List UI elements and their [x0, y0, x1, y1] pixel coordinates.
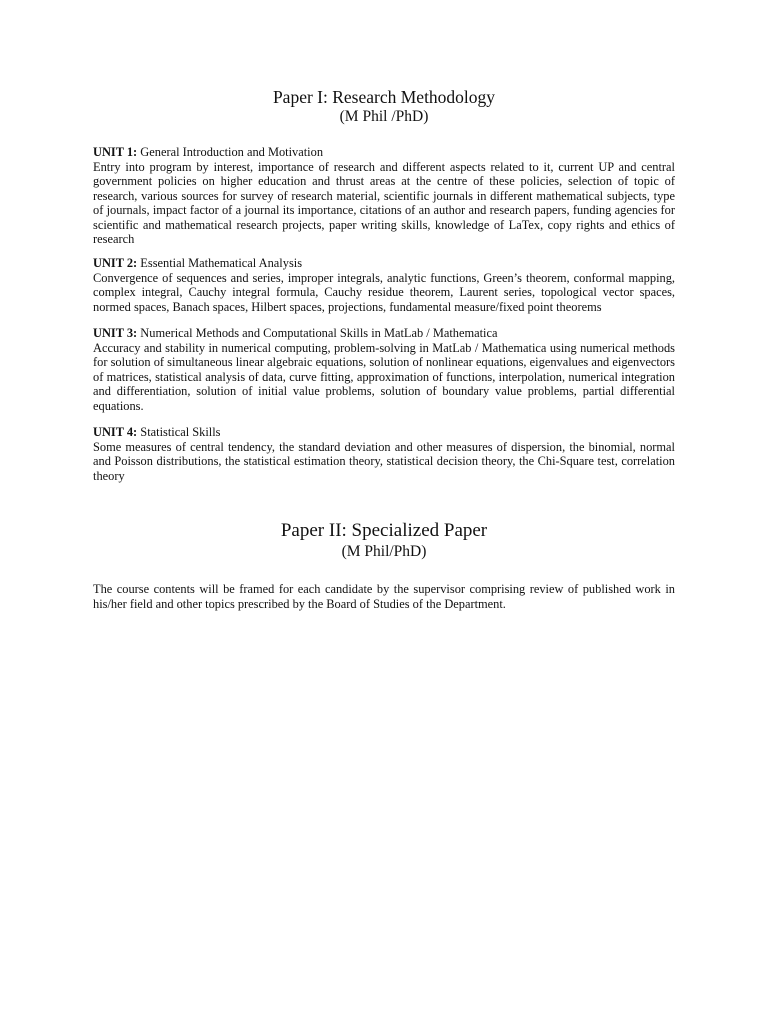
- unit-2-title: Essential Mathematical Analysis: [140, 256, 303, 270]
- unit-3-heading: [93, 326, 675, 341]
- paper2-section: [93, 582, 675, 611]
- unit-3-body: Accuracy and stability in numerical computing, problem-solving in MatLab / Mathematica using numerical methods for solution of simultaneous linear algebraic equations, solution of nonlinear equations, eigenvalues and eigenvectors of matrices, statistical analysis of data, curve fitting, approximation of functions, interpolation, numerical integration and differentiation, solution of initial value problems, solution of boundary value problems, partial differential equations.: [93, 340, 675, 413]
- unit-4-section: [93, 425, 675, 483]
- unit-3-section: [93, 326, 675, 413]
- unit-1-body: Entry into program by interest, importance of research and different aspects related to it, current UP and central government policies on higher education and thrust areas at the centre of these policies, selection of topic of research, various sources for survey of research material, scientific journals in different mathematical subjects, type of journals, impact factor of a journal its importance, citations of an author and research papers, funding agencies for scientific and mathematical research projects, paper writing skills, knowledge of LaTex, copy rights and ethics of research: [93, 159, 675, 246]
- paper2-title: Paper II: Specialized Paper: [280, 520, 488, 541]
- unit-2-heading: [93, 256, 675, 271]
- paper1-title: Paper I: Research Methodology: [272, 87, 496, 107]
- unit-3-label: UNIT 3:: [93, 326, 138, 340]
- unit-4-heading: [93, 425, 675, 440]
- unit-4-body: Some measures of central tendency, the standard deviation and other measures of dispersion, the binomial, normal and Poisson distributions, the statistical estimation theory, statistical decision theory, the Chi-Square test, correlation theory: [93, 439, 675, 483]
- unit-1-heading: [93, 145, 675, 160]
- unit-1-title: General Introduction and Motivation: [140, 145, 324, 159]
- paper2-body: The course contents will be framed for each candidate by the supervisor comprising review of published work in his/her field and other topics prescribed by the Board of Studies of the Department.: [93, 582, 675, 611]
- unit-2-label: UNIT 2:: [93, 256, 138, 270]
- unit-2-body: Convergence of sequences and series, improper integrals, analytic functions, Green’s theorem, conformal mapping, complex integral, Cauchy integral formula, Cauchy residue theorem, Laurent series, topological vector spaces, normed spaces, Banach spaces, Hilbert spaces, projections, fundamental measure/fixed point theorems: [93, 270, 675, 314]
- unit-1-label: UNIT 1:: [93, 145, 138, 159]
- unit-3-title: Numerical Methods and Computational Skills in MatLab / Mathematica: [140, 326, 498, 340]
- paper2-subtitle: (M Phil/PhD): [341, 543, 427, 560]
- unit-4-label: UNIT 4:: [93, 425, 138, 439]
- paper1-subtitle: (M Phil /PhD): [339, 108, 429, 125]
- unit-4-title: Statistical Skills: [140, 425, 221, 439]
- unit-2-section: [93, 256, 675, 314]
- unit-1-section: [93, 145, 675, 247]
